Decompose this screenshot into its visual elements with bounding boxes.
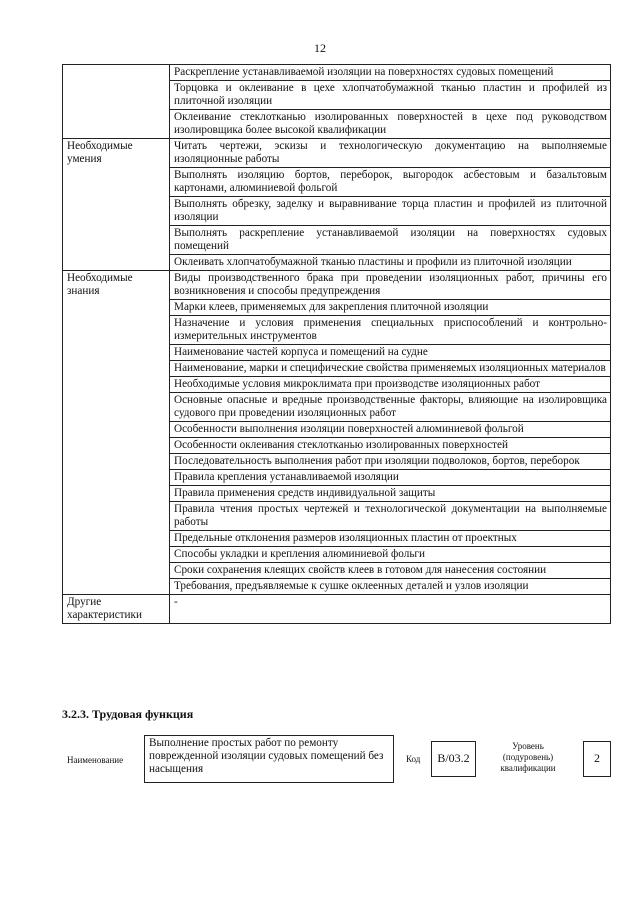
level-label: Уровень (подуровень) квалификации xyxy=(500,741,556,773)
labor-function-header xyxy=(62,735,611,787)
table-cell: Особенности оклеивания стеклотканью изолированных поверхностей xyxy=(170,438,611,454)
table-cell: Оклеивание стеклотканью изолированных поверхностей в цехе под руководством изолировщика более высокой квалификации xyxy=(170,110,611,139)
level-value: 2 xyxy=(583,741,611,777)
table-row xyxy=(63,271,611,300)
table-row xyxy=(63,65,611,81)
table-cell: Правила применения средств индивидуальной защиты xyxy=(170,486,611,502)
table-cell: Назначение и условия применения специальных приспособлений и контрольно-измерительных инструментов xyxy=(170,316,611,345)
code-label: Код xyxy=(406,754,421,764)
skills-table xyxy=(62,64,611,624)
table-cell: Выполнять раскрепление устанавливаемой изоляции на поверхностях судовых помещений xyxy=(170,226,611,255)
table-cell: Виды производственного брака при проведении изоляционных работ, причины его возникновения и способы предупреждения xyxy=(170,271,611,300)
table-cell: Наименование, марки и специфические свойства применяемых изоляционных материалов xyxy=(170,361,611,377)
table-cell: Оклеивать хлопчатобумажной тканью пластины и профили из плиточной изоляции xyxy=(170,255,611,271)
table-cell: Сроки сохранения клеящих свойств клеев в готовом для нанесения состоянии xyxy=(170,563,611,579)
table-cell: Наименование частей корпуса и помещений на судне xyxy=(170,345,611,361)
skills-label: Необходимые умения xyxy=(63,139,170,271)
table-cell: Основные опасные и вредные производственные факторы, влияющие на изолировщика судового при проведении изоляционных работ xyxy=(170,393,611,422)
name-label: Наименование xyxy=(67,755,124,765)
table-cell: Торцовка и оклеивание в цехе хлопчатобумажной тканью пластин и профилей из плиточной изоляции xyxy=(170,81,611,110)
table-cell: Выполнять обрезку, заделку и выравнивание торца пластин и профилей из плиточной изоляции xyxy=(170,197,611,226)
table-row xyxy=(63,139,611,168)
table-cell: Требования, предъявляемые к сушке оклеенных деталей и узлов изоляции xyxy=(170,579,611,595)
table-cell: Правила крепления устанавливаемой изоляции xyxy=(170,470,611,486)
table-cell: Предельные отклонения размеров изоляционных пластин от проектных xyxy=(170,531,611,547)
table-cell: Правила чтения простых чертежей и технологической документации на выполняемые работы xyxy=(170,502,611,531)
table-cell: Способы укладки и крепления алюминиевой фольги xyxy=(170,547,611,563)
table-cell: - xyxy=(170,595,611,624)
empty-label-cell xyxy=(63,65,170,139)
table-row xyxy=(63,595,611,624)
table-cell: Марки клеев, применяемых для закрепления плиточной изоляции xyxy=(170,300,611,316)
table-cell: Раскрепление устанавливаемой изоляции на поверхностях судовых помещений xyxy=(170,65,611,81)
name-value: Выполнение простых работ по ремонту поврежденной изоляции судовых помещений без насыщения xyxy=(144,735,394,783)
code-value: В/03.2 xyxy=(431,741,476,777)
table-cell: Последовательность выполнения работ при изоляции подволоков, бортов, переборок xyxy=(170,454,611,470)
section-heading: 3.2.3. Трудовая функция xyxy=(62,707,194,721)
table-cell: Выполнять изоляцию бортов, переборок, выгородок асбестовым и базальтовым картонами, алюминиевой фольгой xyxy=(170,168,611,197)
page-number: 12 xyxy=(314,41,326,55)
other-label: Другие характеристики xyxy=(63,595,170,624)
knowledge-label: Необходимые знания xyxy=(63,271,170,595)
table-cell: Читать чертежи, эскизы и технологическую документацию на выполняемые изоляционные работы xyxy=(170,139,611,168)
table-cell: Необходимые условия микроклимата при производстве изоляционных работ xyxy=(170,377,611,393)
table-cell: Особенности выполнения изоляции поверхностей алюминиевой фольгой xyxy=(170,422,611,438)
